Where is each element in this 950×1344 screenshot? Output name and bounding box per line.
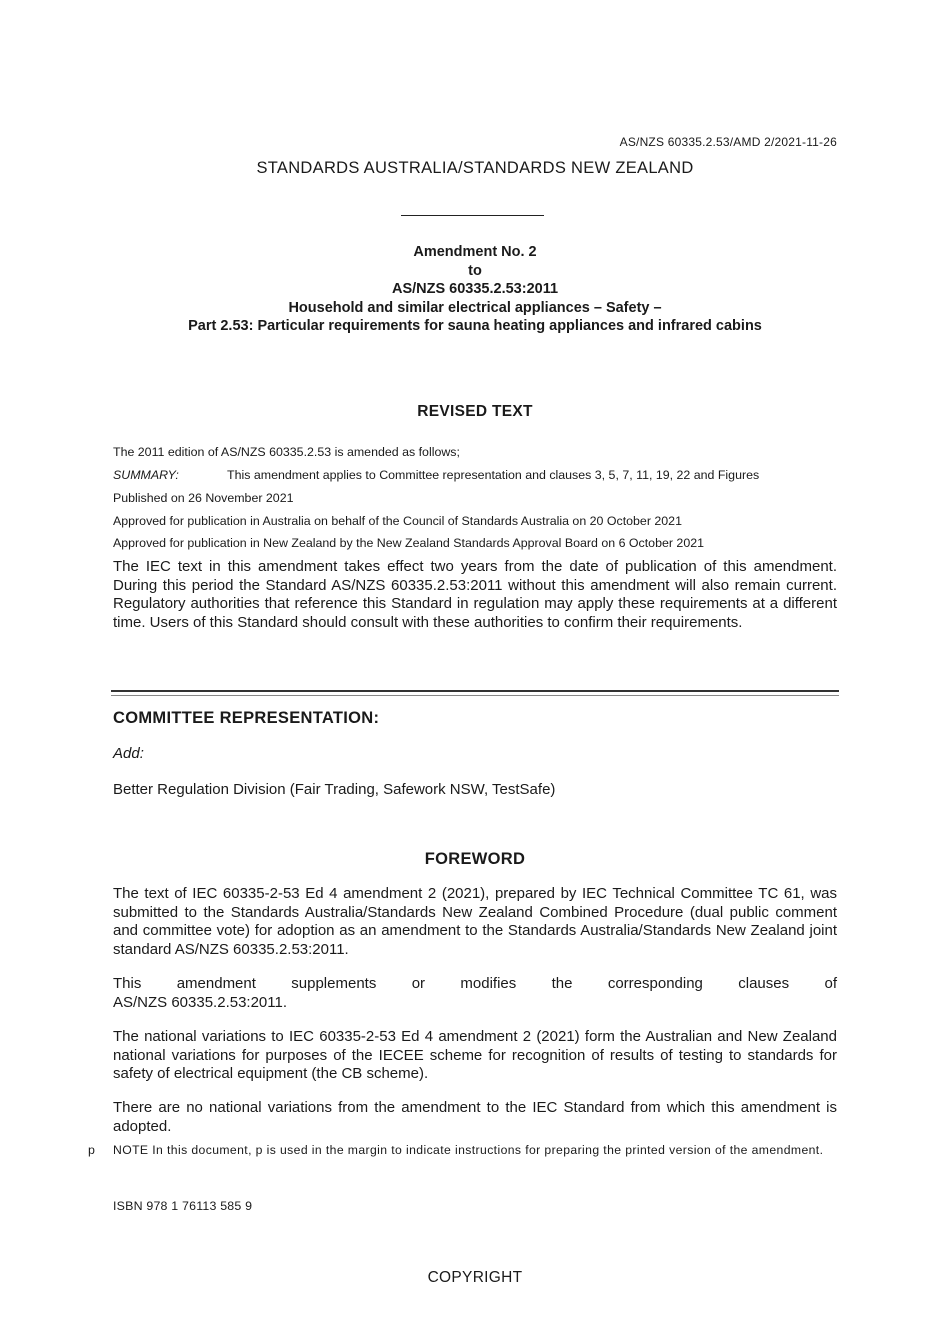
title-amendment-number: Amendment No. 2 [413, 244, 537, 260]
margin-instruction-mark: p [88, 1143, 95, 1157]
note-text: NOTE In this document, p is used in the margin to indicate instructions for preparing the printed version of the amendment. [113, 1143, 824, 1157]
add-label: Add: [113, 745, 144, 762]
amended-as-follows: The 2011 edition of AS/NZS 60335.2.53 is amended as follows; [113, 445, 460, 459]
isbn: ISBN 978 1 76113 585 9 [113, 1199, 253, 1213]
published-date: Published on 26 November 2021 [113, 491, 294, 505]
organisation-name: STANDARDS AUSTRALIA/STANDARDS NEW ZEALAND [256, 159, 694, 177]
title-divider [401, 215, 544, 216]
revised-text-heading: REVISED TEXT [417, 403, 533, 420]
foreword-paragraph-2-line-1: This amendment supplements or modifies the corresponding clauses of [113, 975, 837, 992]
committee-member: Better Regulation Division (Fair Trading, Safework NSW, TestSafe) [113, 781, 556, 798]
summary-line [113, 468, 837, 482]
foreword-paragraph-2-line-2: AS/NZS 60335.2.53:2011. [113, 993, 288, 1011]
amendment-title [0, 243, 950, 336]
committee-heading: COMMITTEE REPRESENTATION: [113, 709, 380, 727]
foreword-paragraph-1: The text of IEC 60335-2-53 Ed 4 amendment 2 (2021), prepared by IEC Technical Committee TC 61, was submitted to the Standards Australia/Standards New Zealand Combined Procedure (dual public comment and committee vote) for adoption as an amendment to the Standards Australia/Standards New Zealand joint standard AS/NZS 60335.2.53:2011. [113, 885, 837, 958]
title-standard-number: AS/NZS 60335.2.53:2011 [391, 281, 559, 297]
foreword-paragraph-2 [113, 975, 837, 1012]
title-standard-name: Household and similar electrical appliances – Safety – [288, 299, 662, 316]
copyright-notice: COPYRIGHT [427, 1269, 523, 1286]
approved-australia: Approved for publication in Australia on behalf of the Council of Standards Australia on 20 October 2021 [113, 514, 682, 528]
section-divider [111, 690, 839, 696]
document-reference: AS/NZS 60335.2.53/AMD 2/2021-11-26 [619, 135, 837, 149]
title-to: to [468, 262, 482, 279]
summary-label: SUMMARY: [113, 468, 179, 482]
foreword-heading: FOREWORD [424, 850, 526, 868]
foreword-paragraph-3: The national variations to IEC 60335-2-53 Ed 4 amendment 2 (2021) form the Australian and New Zealand national variations for purposes of the IECEE scheme for recognition of results of testing to standards for safety of electrical equipment (the CB scheme). [113, 1028, 837, 1082]
approved-new-zealand: Approved for publication in New Zealand by the New Zealand Standards Approval Board on 6 October 2021 [113, 536, 704, 550]
foreword-paragraph-4: There are no national variations from the amendment to the IEC Standard from which this amendment is adopted. [113, 1099, 837, 1135]
effect-paragraph: The IEC text in this amendment takes effect two years from the date of publication of this amendment. During this period the Standard AS/NZS 60335.2.53:2011 without this amendment will also remain current. Regulatory authorities that reference this Standard in regulation may apply these requirements at a different time. Users of this Standard should consult with these authorities to confirm their requirements. [113, 558, 837, 631]
summary-text: This amendment applies to Committee representation and clauses 3, 5, 7, 11, 19, 22 and Figures [227, 468, 760, 482]
title-part: Part 2.53: Particular requirements for sauna heating appliances and infrared cabins [188, 318, 762, 334]
